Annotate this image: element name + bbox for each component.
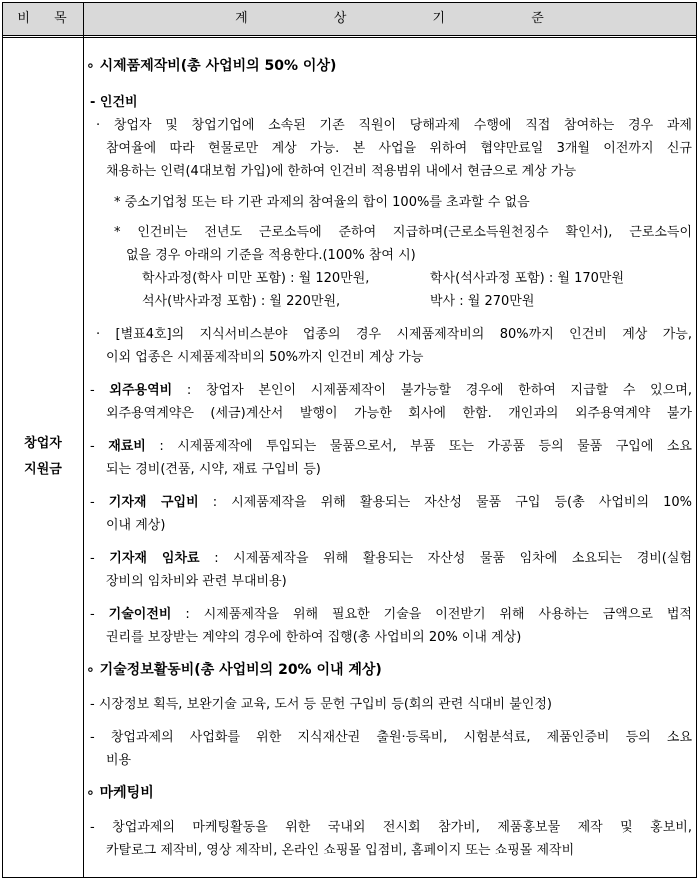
- rate-master: 석사(박사과정 포함) : 월 220만원,: [142, 294, 341, 309]
- personnel-text: 채용하는 인력(4대보험 가입)에 한하여 인건비 적용범위 내에서 현금으로 계상 가능: [106, 164, 577, 179]
- outsourcing-text: : 창업자 본인이 시제품제작이 불가능할 경우에 한하여 지급할 수 있으며,: [172, 383, 692, 398]
- column-divider: [83, 3, 84, 877]
- row-label: [3, 431, 83, 483]
- equipment-rental-text: 장비의 임차비와 관련 부대비용): [106, 574, 287, 589]
- row-label-line1: 창업자: [24, 436, 62, 451]
- rate-bachelor: 학사(석사과정 포함) : 월 170만원: [430, 271, 625, 286]
- tech-transfer-text: : 시제품제작을 위해 필요한 기술을 이전받기 위해 사용하는 금액으로 법적: [171, 607, 692, 622]
- section-title-prototype: ∘ 시제품제작비(총 사업비의 50% 이상): [86, 58, 337, 74]
- equipment-purchase-text: 이내 계상): [106, 518, 166, 533]
- personnel-text: 참여율에 따라 현물로만 계상 가능. 본 사업을 위하여 협약만료일 3개월 이전까지 신규: [106, 141, 692, 156]
- note-salary: 없을 경우 아래의 기준을 적용한다.(100% 참여 시): [126, 248, 416, 263]
- materials-term: 재료비: [108, 439, 146, 454]
- row-label-line2: 지원금: [24, 462, 62, 477]
- note-salary: * 인건비는 전년도 근로소득에 준하여 지급하며(근로소득원천징수 확인서), 근로소득이: [114, 225, 692, 240]
- personnel-title: - 인건비: [90, 95, 138, 110]
- equipment-purchase-item: - 기자재 구입비 : 시제품제작을 위해 활용되는 자산성 물품 구입 등(총 사업비의 10%: [90, 495, 693, 510]
- note-participation: * 중소기업청 또는 타 기관 과제의 참여율의 합이 100%를 초과할 수 없음: [114, 195, 530, 210]
- tech-transfer-term: 기술이전비: [108, 607, 172, 622]
- budget-table: [2, 2, 697, 878]
- outsourcing-term: 외주용역비: [109, 383, 173, 398]
- materials-text: 되는 경비(견품, 시약, 재료 구입비 등): [106, 462, 321, 477]
- materials-text: : 시제품제작에 투입되는 물품으로서, 부품 또는 가공품 등의 물품 구입에 소요: [145, 439, 692, 454]
- rate-bachelor-course: 학사과정(학사 미만 포함) : 월 120만원,: [142, 271, 370, 286]
- marketing-item: 카탈로그 제작비, 영상 제작비, 온라인 쇼핑몰 입점비, 홈페이지 또는 쇼핑몰 제작비: [106, 843, 575, 858]
- marketing-item: - 창업과제의 마케팅활동을 위한 국내외 전시회 참가비, 제품홍보물 제작 및 홍보비,: [90, 820, 692, 835]
- equipment-rental-text: : 시제품제작을 위해 활용되는 자산성 물품 임차에 소요되는 경비(실험: [199, 551, 692, 566]
- equipment-purchase-term: 기자재 구입비: [108, 495, 199, 510]
- tech-info-item: - 시장정보 획득, 보완기술 교육, 도서 등 문헌 구입비 등(회의 관련 식대비 불인정): [90, 697, 552, 712]
- header-criteria: 계 상 기 준: [235, 11, 585, 26]
- header-divider: [3, 37, 696, 38]
- tech-info-item: - 창업과제의 사업화를 위한 지식재산권 출원·등록비, 시험분석료, 제품인증비 등의 소요: [90, 730, 692, 745]
- section-title-marketing: ∘ 마케팅비: [86, 785, 154, 801]
- materials-item: - 재료비 : 시제품제작에 투입되는 물품으로서, 부품 또는 가공품 등의 물품 구입에 소요: [90, 439, 692, 454]
- rate-doctor: 박사 : 월 270만원: [430, 294, 535, 309]
- equipment-purchase-text: : 시제품제작을 위해 활용되는 자산성 물품 구입 등(총 사업비의 10%: [198, 495, 693, 510]
- equipment-rental-term: 기자재 임차료: [109, 551, 200, 566]
- outsourcing-text: 외주용역계약은 (세금)계산서 발행이 가능한 회사에 한함. 개인과의 외주용역계약 불가: [106, 406, 692, 421]
- personnel-text: · 창업자 및 창업기업에 소속된 기존 직원이 당해과제 수행에 직접 참여하는 경우 과제: [96, 118, 692, 133]
- tech-transfer-text: 권리를 보장받는 계약의 경우에 한하여 집행(총 사업비의 20% 이내 계상): [106, 630, 522, 645]
- section-title-tech-info: ∘ 기술정보활동비(총 사업비의 20% 이내 계상): [86, 662, 382, 678]
- personnel-limit-text: 이외 업종은 시제품제작비의 50%까지 인건비 계상 가능: [106, 350, 424, 365]
- personnel-limit-text: · [별표4호]의 지식서비스분야 업종의 경우 시제품제작비의 80%까지 인건비 계상 가능,: [96, 327, 692, 342]
- equipment-rental-item: - 기자재 임차료 : 시제품제작을 위해 활용되는 자산성 물품 임차에 소요되는 경비(실험: [90, 551, 692, 566]
- header-item: 비 목: [17, 11, 77, 26]
- outsourcing-item: - 외주용역비 : 창업자 본인이 시제품제작이 불가능할 경우에 한하여 지급할 수 있으며,: [90, 383, 692, 398]
- tech-info-item: 비용: [106, 753, 132, 768]
- tech-transfer-item: - 기술이전비 : 시제품제작을 위해 필요한 기술을 이전받기 위해 사용하는 금액으로 법적: [90, 607, 692, 622]
